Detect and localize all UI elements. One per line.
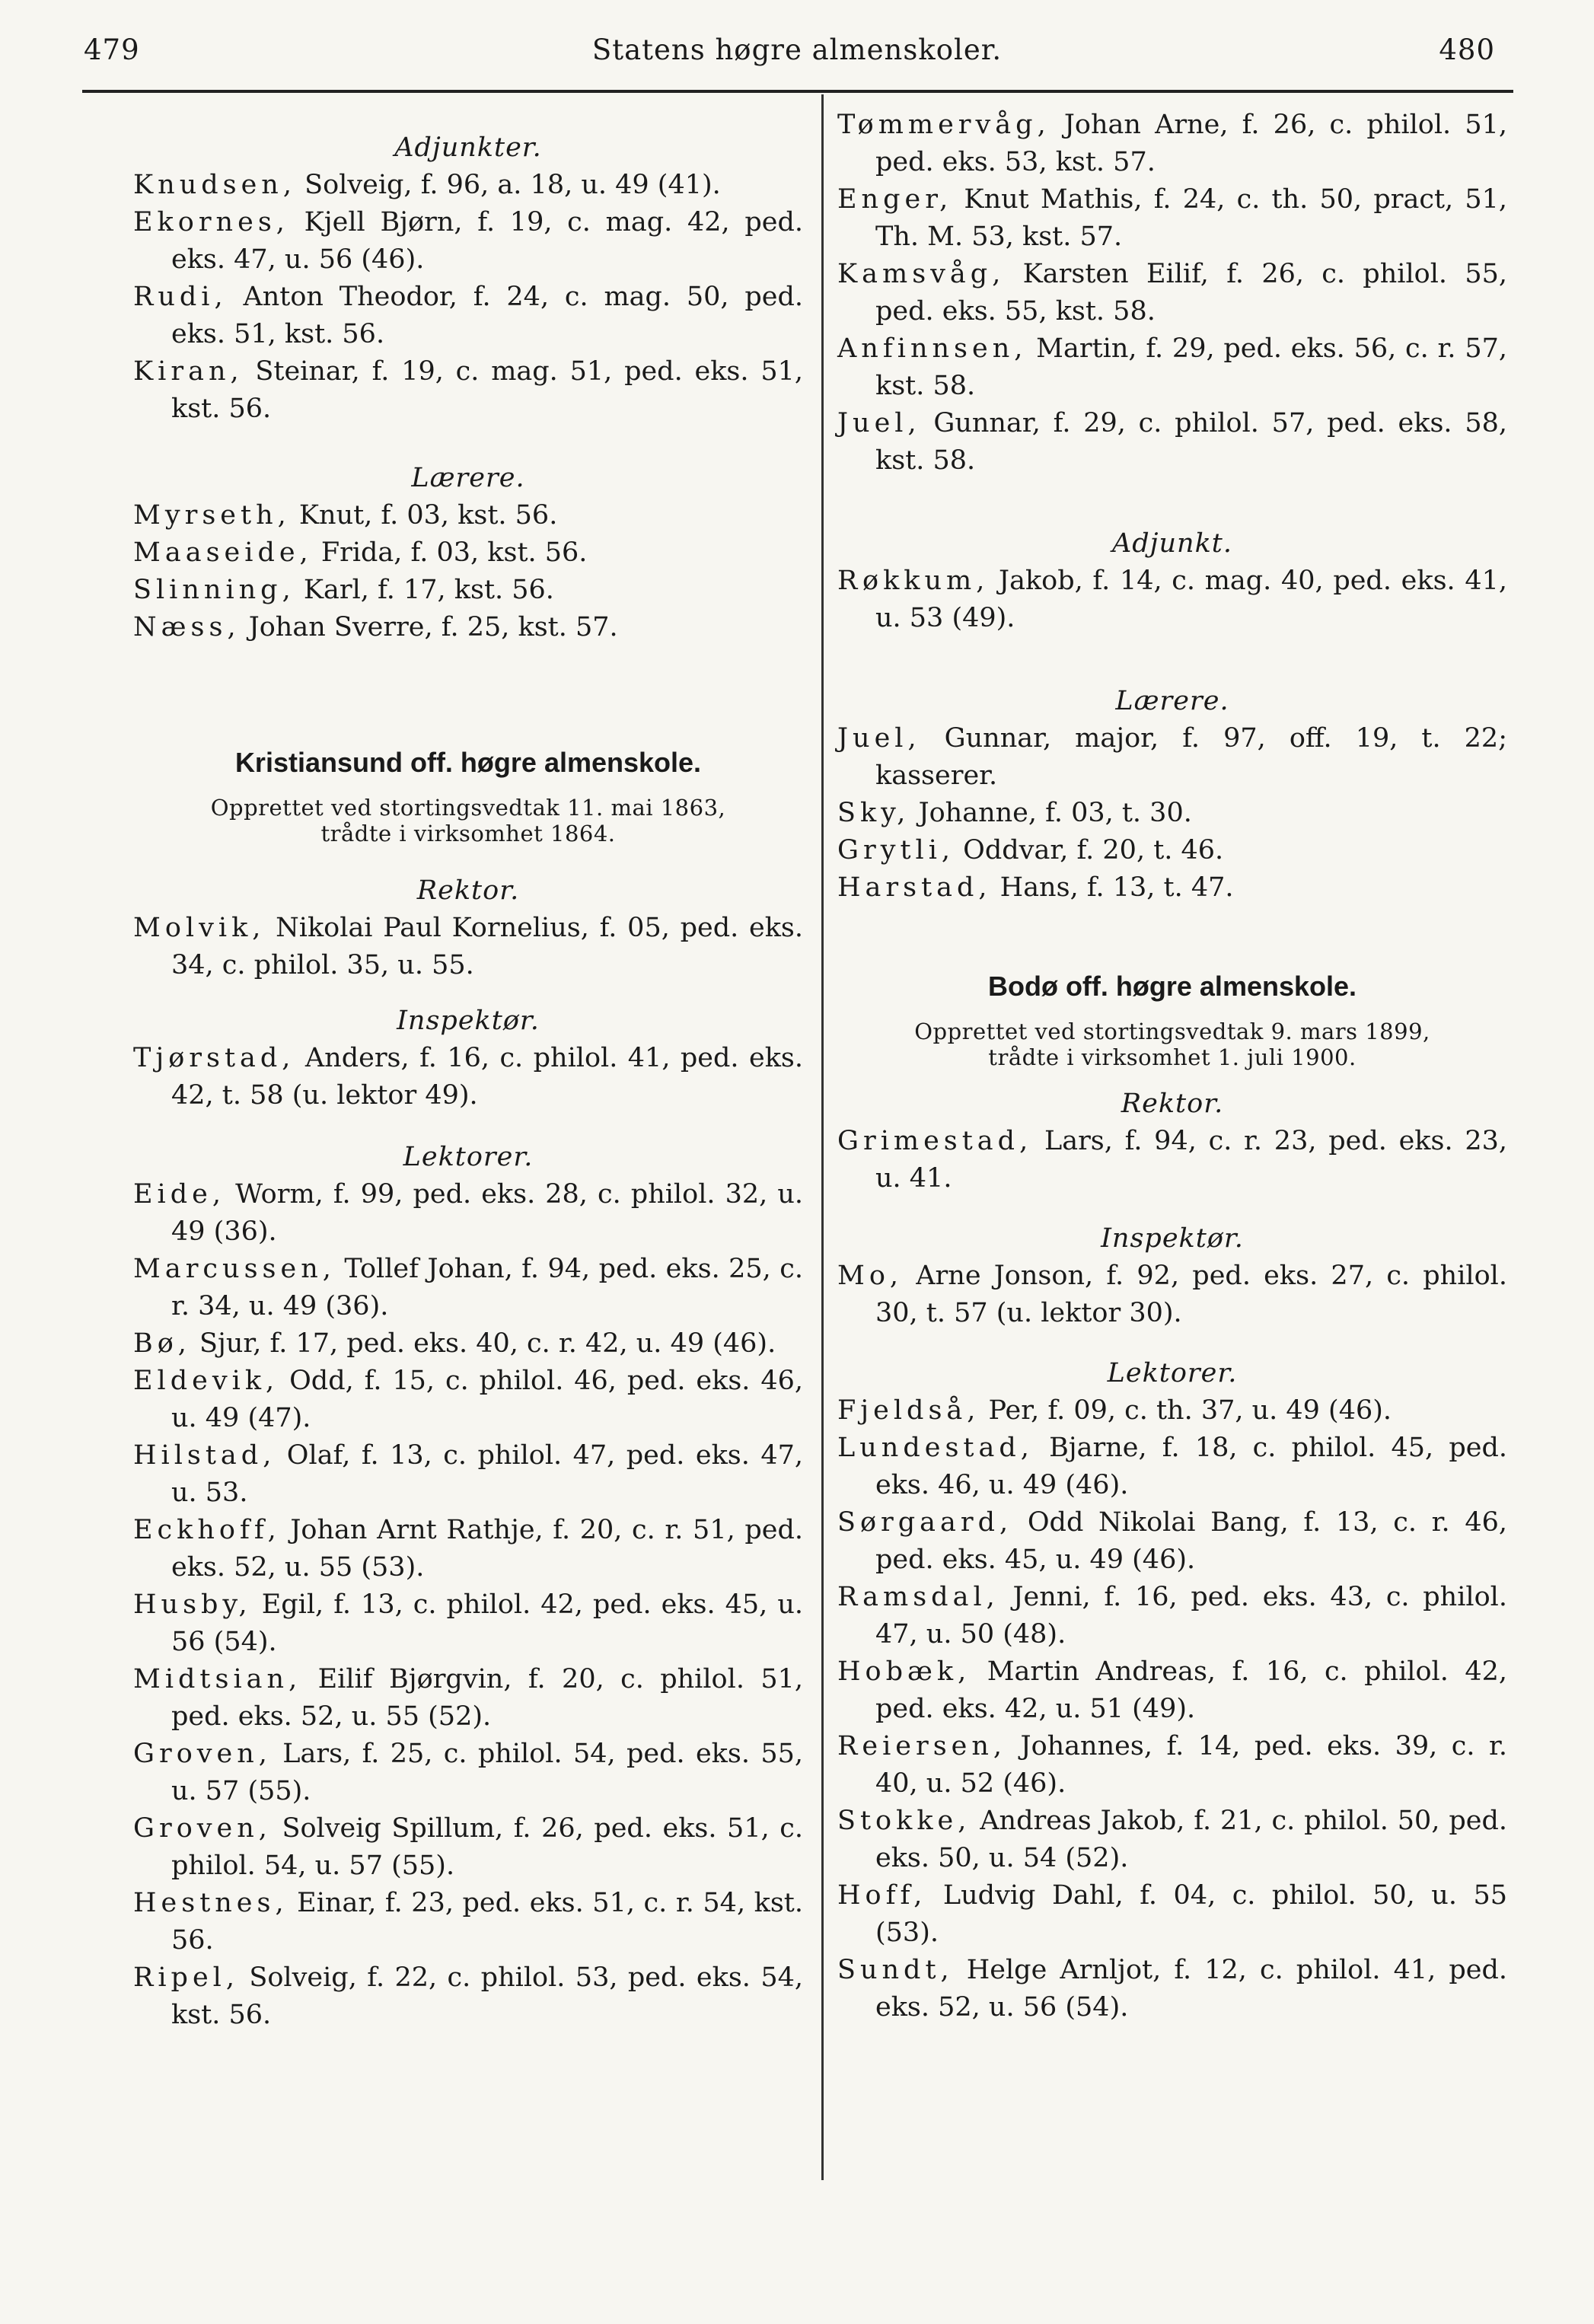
school-established: Opprettet ved stortingsvedtak 9. mars 1899, — [914, 1019, 1430, 1044]
person-details: Anton Theodor, f. 24, c. mag. 50, ped. eks. 51, kst. 56. — [171, 282, 803, 349]
section-heading: Lærere. — [1115, 686, 1229, 716]
person-surname: Knudsen, — [133, 170, 296, 200]
person-entry — [837, 869, 1507, 907]
person-entry — [133, 572, 803, 609]
section-heading: Adjunkt. — [1111, 528, 1232, 559]
person-details: Lars, f. 94, c. r. 23, ped. eks. 23, u. 41. — [875, 1126, 1507, 1194]
entry-list — [837, 1258, 1507, 1332]
right-column — [837, 107, 1507, 2026]
entry-list — [133, 910, 803, 984]
person-details: Oddvar, f. 20, t. 46. — [955, 835, 1224, 866]
person-surname: Hoff, — [837, 1880, 927, 1911]
person-entry — [837, 720, 1507, 795]
person-surname: Tømmervåg, — [837, 110, 1050, 140]
page-number-left: 479 — [84, 33, 140, 66]
person-entry — [133, 1661, 803, 1736]
person-entry — [837, 181, 1507, 256]
person-details: Helge Arnljot, f. 12, c. philol. 41, ped. eks. 52, u. 56 (54). — [875, 1955, 1507, 2023]
person-details: Karl, f. 17, kst. 56. — [295, 575, 554, 605]
person-surname: Fjeldså, — [837, 1395, 980, 1426]
person-surname: Tjørstad, — [133, 1043, 295, 1073]
person-surname: Slinning, — [133, 575, 295, 605]
person-surname: Anfinnsen, — [837, 333, 1028, 364]
section-heading: Lektorer. — [1107, 1358, 1238, 1388]
person-entry — [837, 1877, 1507, 1952]
entry-list — [133, 167, 803, 428]
person-details: Tollef Johan, f. 94, ped. eks. 25, c. r. 34, u. 49 (36). — [171, 1254, 803, 1321]
person-details: Martin Andreas, f. 16, c. philol. 42, ped. eks. 42, u. 51 (49). — [875, 1656, 1507, 1724]
header-rule — [82, 90, 1513, 93]
person-surname: Bø, — [133, 1328, 191, 1359]
section-heading: Rektor. — [1121, 1089, 1224, 1119]
person-entry — [133, 534, 803, 572]
person-details: Sjur, f. 17, ped. eks. 40, c. r. 42, u. 49 (46). — [190, 1328, 776, 1359]
person-entry — [133, 1437, 803, 1512]
person-details: Martin, f. 29, ped. eks. 56, c. r. 57, kst. 58. — [875, 333, 1507, 401]
person-surname: Harstad, — [837, 872, 992, 903]
person-surname: Juel, — [837, 723, 921, 754]
school-heading: Bodø off. høgre almenskole. — [987, 971, 1357, 1002]
person-details: Karsten Eilif, f. 26, c. philol. 55, ped. eks. 55, kst. 58. — [875, 259, 1507, 327]
person-details: Steinar, f. 19, c. mag. 51, ped. eks. 51, kst. 56. — [171, 356, 803, 424]
left-column — [133, 107, 803, 2034]
person-entry — [133, 1512, 803, 1586]
person-details: Anders, f. 16, c. philol. 41, ped. eks. 42, t. 58 (u. lektor 49). — [171, 1043, 803, 1111]
person-surname: Midtsian, — [133, 1664, 302, 1694]
person-details: Johanne, f. 03, t. 30. — [910, 798, 1192, 828]
person-details: Einar, f. 23, ped. eks. 51, c. r. 54, kst. 56. — [171, 1888, 803, 1956]
person-entry — [133, 167, 803, 204]
page-number-right: 480 — [1439, 33, 1495, 66]
person-surname: Sky, — [837, 798, 910, 828]
person-entry — [837, 1504, 1507, 1579]
person-surname: Reiersen, — [837, 1731, 1007, 1761]
person-entry — [133, 204, 803, 279]
person-surname: Hestnes, — [133, 1888, 289, 1918]
person-surname: Molvik, — [133, 913, 266, 943]
person-entry — [837, 256, 1507, 330]
person-surname: Ekornes, — [133, 207, 289, 238]
person-surname: Grimestad, — [837, 1126, 1033, 1156]
person-surname: Grytli, — [837, 835, 955, 866]
person-entry — [133, 1959, 803, 2034]
school-heading: Kristiansund off. høgre almenskole. — [234, 747, 702, 778]
person-surname: Husby, — [133, 1589, 252, 1620]
person-entry — [133, 1176, 803, 1251]
person-entry — [837, 107, 1507, 181]
person-entry — [837, 1430, 1507, 1504]
person-surname: Stokke, — [837, 1806, 971, 1836]
person-surname: Enger, — [837, 184, 953, 215]
person-details: Bjarne, f. 18, c. philol. 45, ped. eks. 46, u. 49 (46). — [875, 1433, 1507, 1500]
section-heading: Lærere. — [411, 463, 525, 493]
person-entry — [837, 1803, 1507, 1877]
person-details: Worm, f. 99, ped. eks. 28, c. philol. 32, u. 49 (36). — [171, 1179, 803, 1247]
person-details: Odd, f. 15, c. philol. 46, ped. eks. 46, u. 49 (47). — [171, 1366, 803, 1433]
person-surname: Marcussen, — [133, 1254, 336, 1284]
person-surname: Groven, — [133, 1739, 272, 1769]
person-entry — [133, 1586, 803, 1661]
person-surname: Myrseth, — [133, 500, 291, 531]
section-heading: Adjunkter. — [394, 132, 542, 163]
person-details: Ludvig Dahl, f. 04, c. philol. 50, u. 55 (53). — [875, 1880, 1507, 1948]
person-surname: Næss, — [133, 612, 241, 642]
person-surname: Rudi, — [133, 282, 228, 312]
person-entry — [837, 405, 1507, 480]
school-established: trådte i virksomhet 1. juli 1900. — [988, 1044, 1356, 1070]
person-surname: Sundt, — [837, 1955, 954, 1985]
person-details: Egil, f. 13, c. philol. 42, ped. eks. 45, u. 56 (54). — [171, 1589, 803, 1657]
person-entry — [133, 1736, 803, 1810]
person-surname: Eldevik, — [133, 1366, 279, 1396]
person-details: Gunnar, major, f. 97, off. 19, t. 22; kasserer. — [875, 723, 1507, 791]
entry-list — [837, 720, 1507, 907]
person-entry — [133, 1325, 803, 1363]
person-entry — [133, 353, 803, 428]
person-entry — [837, 330, 1507, 405]
entry-list — [837, 1392, 1507, 2026]
person-details: Kjell Bjørn, f. 19, c. mag. 42, ped. eks. 47, u. 56 (46). — [171, 207, 803, 275]
person-entry — [133, 279, 803, 353]
person-entry — [133, 1363, 803, 1437]
person-entry — [837, 1952, 1507, 2026]
person-entry — [837, 1653, 1507, 1728]
person-details: Gunnar, f. 29, c. philol. 57, ped. eks. 58, kst. 58. — [875, 408, 1507, 476]
person-surname: Mo, — [837, 1261, 904, 1291]
person-surname: Ripel, — [133, 1962, 239, 1993]
person-surname: Maaseide, — [133, 537, 313, 568]
person-entry — [133, 1040, 803, 1114]
person-details: Andreas Jakob, f. 21, c. philol. 50, ped. eks. 50, u. 54 (52). — [875, 1806, 1507, 1873]
person-surname: Juel, — [837, 408, 921, 438]
person-details: Johan Arne, f. 26, c. philol. 51, ped. eks. 53, kst. 57. — [875, 110, 1507, 177]
school-established: Opprettet ved stortingsvedtak 11. mai 1863, — [210, 795, 726, 821]
person-details: Hans, f. 13, t. 47. — [991, 872, 1234, 903]
section-heading: Rektor. — [416, 875, 520, 906]
person-details: Eilif Bjørgvin, f. 20, c. philol. 51, ped. eks. 52, u. 55 (52). — [171, 1664, 803, 1732]
person-entry — [837, 795, 1507, 832]
person-details: Lars, f. 25, c. philol. 54, ped. eks. 55, u. 57 (55). — [171, 1739, 803, 1806]
person-details: Jakob, f. 14, c. mag. 40, ped. eks. 41, u. 53 (49). — [875, 566, 1507, 633]
school-established: trådte i virksomhet 1864. — [320, 821, 616, 846]
person-details: Odd Nikolai Bang, f. 13, c. r. 46, ped. eks. 45, u. 49 (46). — [875, 1507, 1507, 1575]
person-details: Arne Jonson, f. 92, ped. eks. 27, c. philol. 30, t. 57 (u. lektor 30). — [875, 1261, 1507, 1328]
person-details: Per, f. 09, c. th. 37, u. 49 (46). — [980, 1395, 1392, 1426]
person-details: Jenni, f. 16, ped. eks. 43, c. philol. 47, u. 50 (48). — [875, 1582, 1507, 1650]
person-surname: Røkkum, — [837, 566, 990, 596]
entry-list — [837, 107, 1507, 480]
entry-list — [133, 1040, 803, 1114]
person-entry — [133, 1251, 803, 1325]
person-entry — [133, 1885, 803, 1959]
person-surname: Eckhoff, — [133, 1515, 281, 1545]
person-details: Solveig Spillum, f. 26, ped. eks. 51, c. philol. 54, u. 57 (55). — [171, 1813, 803, 1881]
person-surname: Groven, — [133, 1813, 272, 1844]
person-entry — [133, 609, 803, 646]
section-heading: Inspektør. — [1101, 1223, 1244, 1254]
entry-list — [837, 563, 1507, 637]
person-details: Knut Mathis, f. 24, c. th. 50, pract, 51, Th. M. 53, kst. 57. — [875, 184, 1507, 252]
person-details: Solveig, f. 96, a. 18, u. 49 (41). — [295, 170, 721, 200]
person-details: Johan Arnt Rathje, f. 20, c. r. 51, ped. eks. 52, u. 55 (53). — [171, 1515, 803, 1583]
person-surname: Hobæk, — [837, 1656, 971, 1687]
section-heading: Inspektør. — [397, 1006, 540, 1036]
person-entry — [133, 497, 803, 534]
person-entry — [837, 1258, 1507, 1332]
person-surname: Eide, — [133, 1179, 225, 1210]
person-entry — [837, 1728, 1507, 1803]
person-surname: Sørgaard, — [837, 1507, 1013, 1538]
person-entry — [837, 832, 1507, 869]
person-surname: Kiran, — [133, 356, 244, 387]
person-details: Nikolai Paul Kornelius, f. 05, ped. eks. 34, c. philol. 35, u. 55. — [171, 913, 803, 980]
person-details: Johan Sverre, f. 25, kst. 57. — [240, 612, 618, 642]
entry-list — [133, 1176, 803, 2034]
person-entry — [133, 1810, 803, 1885]
person-entry — [837, 1123, 1507, 1197]
person-surname: Ramsdal, — [837, 1582, 999, 1612]
person-surname: Lundestad, — [837, 1433, 1034, 1463]
person-surname: Kamsvåg, — [837, 259, 1006, 289]
person-entry — [837, 1392, 1507, 1430]
person-entry — [837, 563, 1507, 637]
person-details: Solveig, f. 22, c. philol. 53, ped. eks. 54, kst. 56. — [171, 1962, 803, 2030]
section-heading: Lektorer. — [403, 1142, 534, 1172]
person-entry — [837, 1579, 1507, 1653]
running-title: Statens høgre almenskoler. — [591, 33, 1003, 66]
entry-list — [837, 1123, 1507, 1197]
person-surname: Hilstad, — [133, 1440, 276, 1471]
entry-list — [133, 497, 803, 646]
column-divider — [821, 94, 824, 2180]
person-entry — [133, 910, 803, 984]
person-details: Johannes, f. 14, ped. eks. 39, c. r. 40, u. 52 (46). — [875, 1731, 1507, 1799]
page-header — [84, 33, 1510, 79]
person-details: Olaf, f. 13, c. philol. 47, ped. eks. 47, u. 53. — [171, 1440, 803, 1508]
person-details: Frida, f. 03, kst. 56. — [312, 537, 588, 568]
person-details: Knut, f. 03, kst. 56. — [290, 500, 558, 531]
